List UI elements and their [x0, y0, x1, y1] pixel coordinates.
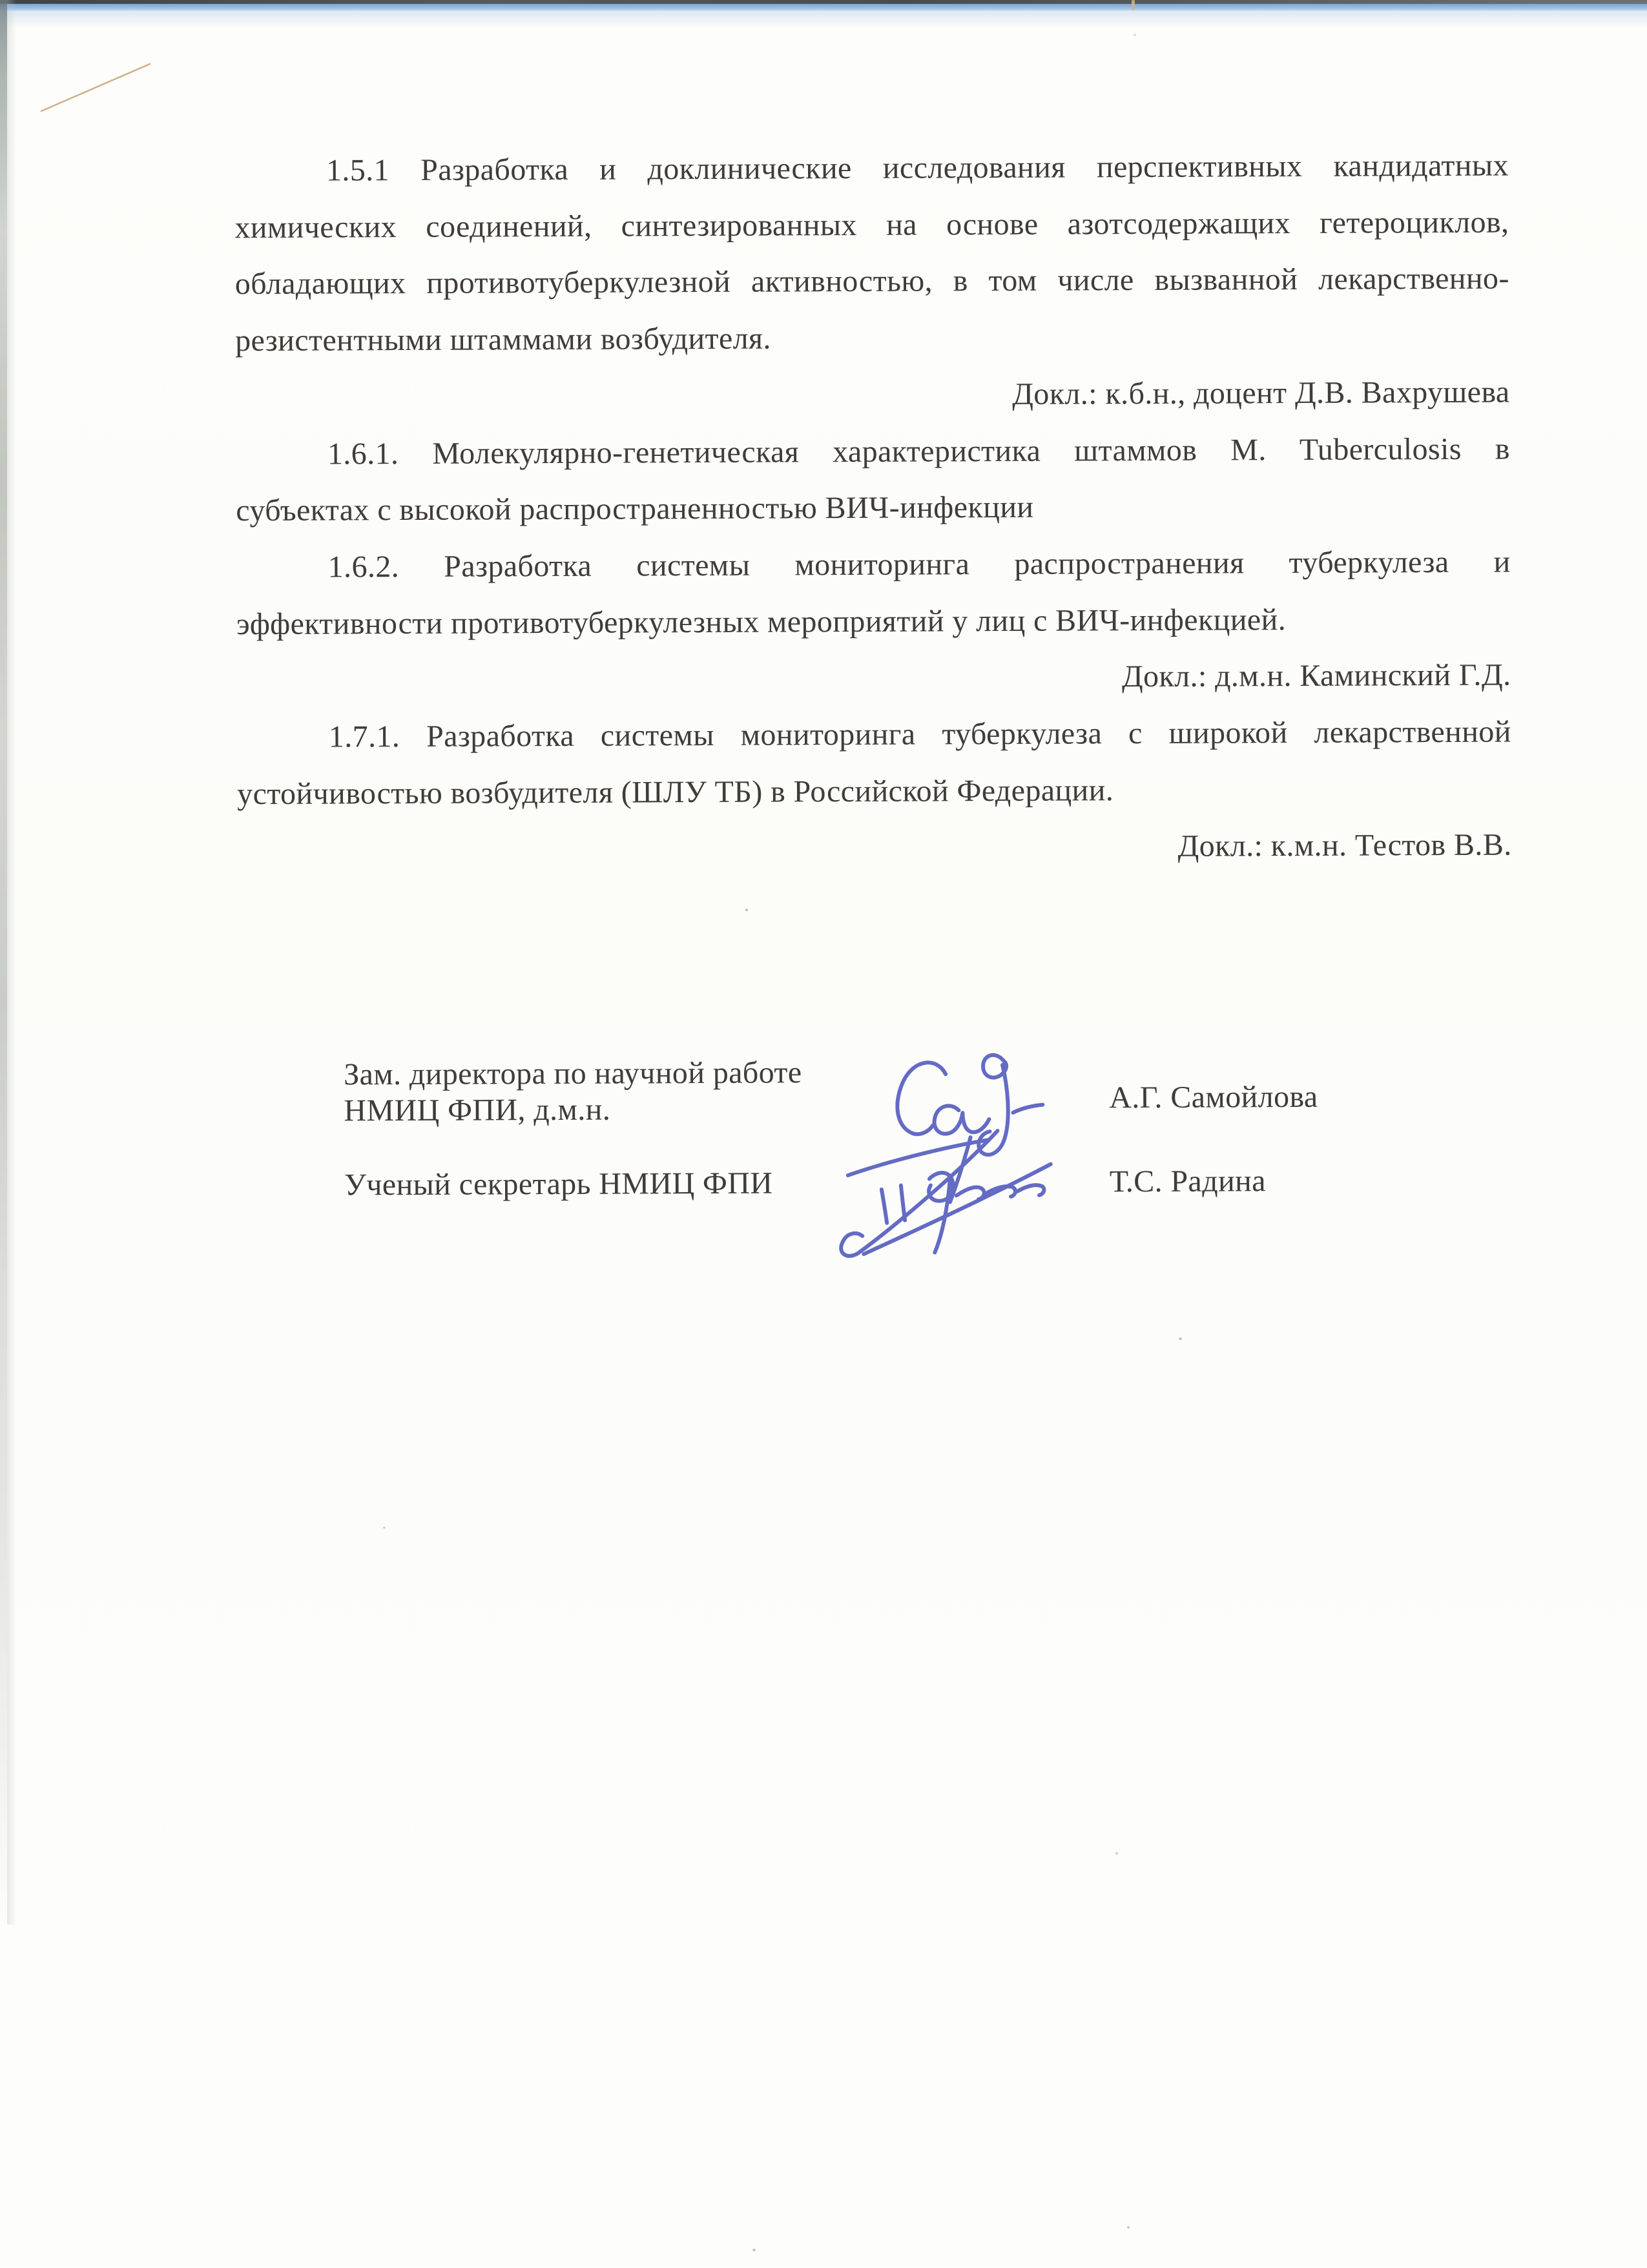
signatures-ink — [785, 1029, 1123, 1334]
signer2-role: Ученый секретарь НМИЦ ФПИ — [344, 1166, 773, 1202]
body-line: устойчивостью возбудителя (ШЛУ ТБ) в Российской Федерации. — [237, 772, 1114, 811]
body-line: 1.7.1. Разработка системы мониторинга туберкулеза с широкой лекарственной — [328, 714, 1511, 754]
body-line: обладающих противотуберкулезной активностью, в том числе вызванной лекарственно- — [234, 261, 1509, 302]
speaker-line: Докл.: к.б.н., доцент Д.В. Вахрушева — [1012, 375, 1510, 411]
body-line: 1.6.2. Разработка системы мониторинга распространения туберкулеза и — [327, 544, 1511, 584]
signer1-role-line1: Зам. директора по научной работе — [344, 1055, 802, 1092]
signer1-role-line2: НМИЦ ФПИ, д.м.н. — [344, 1092, 611, 1128]
speaker-line: Докл.: к.м.н. Тестов В.В. — [1177, 827, 1512, 864]
body-line: эффективности противотуберкулезных мероприятий у лиц с ВИЧ-инфекцией. — [236, 602, 1287, 641]
body-line: 1.6.1. Молекулярно-генетическая характеристика штаммов M. Tuberculosis в — [327, 431, 1511, 471]
body-line: субъектах с высокой распространенностью ВИЧ-инфекции — [236, 490, 1034, 528]
signer1-name: А.Г. Самойлова — [1109, 1079, 1318, 1115]
signer2-name: Т.С. Радина — [1109, 1164, 1267, 1199]
handwritten-signature-radina — [840, 1131, 1051, 1256]
speaker-line: Докл.: д.м.н. Каминский Г.Д. — [1121, 657, 1511, 694]
document-body-text — [234, 138, 1512, 880]
body-line: химических соединений, синтезированных на основе азотсодержащих гетероциклов, — [234, 205, 1509, 245]
body-line: 1.5.1 Разработка и доклинические исследования перспективных кандидатных — [326, 148, 1509, 188]
body-line: резистентными штаммами возбудителя. — [235, 321, 771, 358]
